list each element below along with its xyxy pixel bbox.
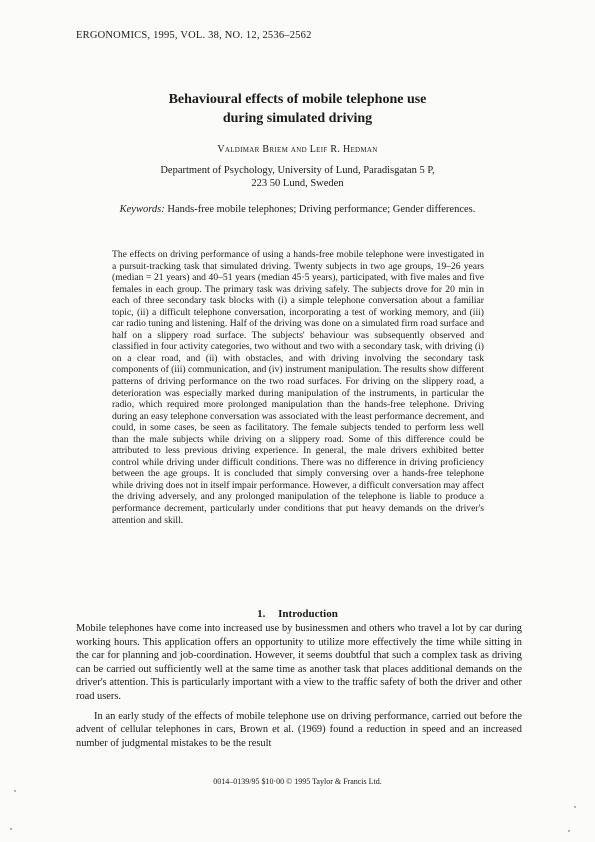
section-number: 1.: [257, 608, 266, 620]
abstract: The effects on driving performance of using a hands-free mobile telephone were investigated in a pursuit-tracking task that simulated driving. Twenty subjects in two age groups, 19–26 years (median = 21 years) and 40–51 years (median 45·5 years), participated, with five males and five females in each group. The primary task was driving safely. The subjects drove for 20 min in each of three secondary task blocks with (i) a simple telephone conversation about a familiar topic, (ii) a difficult telephone conversation, incorporating a test of working memory, and (iii) car radio tuning and listening. Half of the driving was done on a simulated firm road surface and half on a slippery road surface. The subjects' behaviour was subsequently observed and classified in four activity categories, two without and two with a secondary task, with driving (i) on a clear road, and (ii) with obstacles, and with driving involving the secondary task components of (iii) communication, and (iv) instrument manipulation. The results show different patterns of driving performance on the two road surfaces. For driving on the slippery road, a deterioration was especially marked during manipulation of the instruments, in particular the radio, which required more prolonged manipulation than the hands-free telephone. Driving during an easy telephone conversation was associated with the least performance decrement, and could, in some cases, be seen as facilitatory. The female subjects tended to perform less well than the male subjects while driving on a slippery road. Some of this difference could be attributed to less previous driving experience. In general, the male drivers exhibited better control while driving under difficult conditions. There was no difference in driving proficiency between the age groups. It is concluded that simply conversing over a hands-free telephone while driving does not in itself impair performance. However, a difficult conversation may affect the driving adversely, and any prolonged manipulation of the telephone is liable to produce a performance decrement, particularly under conditions that put heavy demands on the driver's attention and skill.: [112, 249, 484, 526]
title-line-2: during simulated driving: [222, 111, 373, 126]
affiliation-line-1: Department of Psychology, University of Lund, Paradisgatan 5 P,: [160, 165, 435, 176]
intro-paragraph-2: In an early study of the effects of mobile telephone use on driving performance, carried out before the advent of cellular telephones in cars, Brown et al. (1969) found a reduction in speed and an increased number of judgmental mistakes to be the result: [76, 710, 522, 749]
keywords: [110, 204, 485, 217]
scan-speck: [574, 806, 576, 808]
affiliation: [0, 164, 595, 190]
keywords-text: Hands-free mobile telephones; Driving performance; Gender differences.: [167, 204, 476, 215]
scan-speck: [14, 790, 16, 792]
title-line-1: Behavioural effects of mobile telephone use: [168, 92, 427, 107]
introduction-body: [76, 622, 522, 750]
scan-speck: [10, 828, 12, 830]
running-head: ERGONOMICS, 1995, VOL. 38, NO. 12, 2536–2562: [76, 30, 312, 41]
affiliation-line-2: 223 50 Lund, Sweden: [251, 178, 344, 189]
section-title: Introduction: [278, 608, 338, 620]
author-names: Valdimar Briem and Leif R. Hedman: [217, 144, 378, 155]
copyright-footer: 0014–0139/95 $10·00 © 1995 Taylor & Francis Ltd.: [213, 777, 382, 786]
section-heading: [0, 608, 595, 620]
intro-paragraph-1: Mobile telephones have come into increased use by businessmen and others who travel a lot by car during working hours. This application offers an opportunity to utilize more effectively the time while sitting in the car for planning and job-coordination. However, it seems doubtful that such a complex task as driving can be carried out sufficiently well at the same time as another task that places additional demands on the driver's attention. This is particularly important with a view to the traffic safety of both the driver and other road users.: [76, 623, 522, 702]
scan-speck: [568, 830, 570, 832]
article-title: [0, 90, 595, 128]
keywords-label: Keywords:: [119, 204, 165, 215]
